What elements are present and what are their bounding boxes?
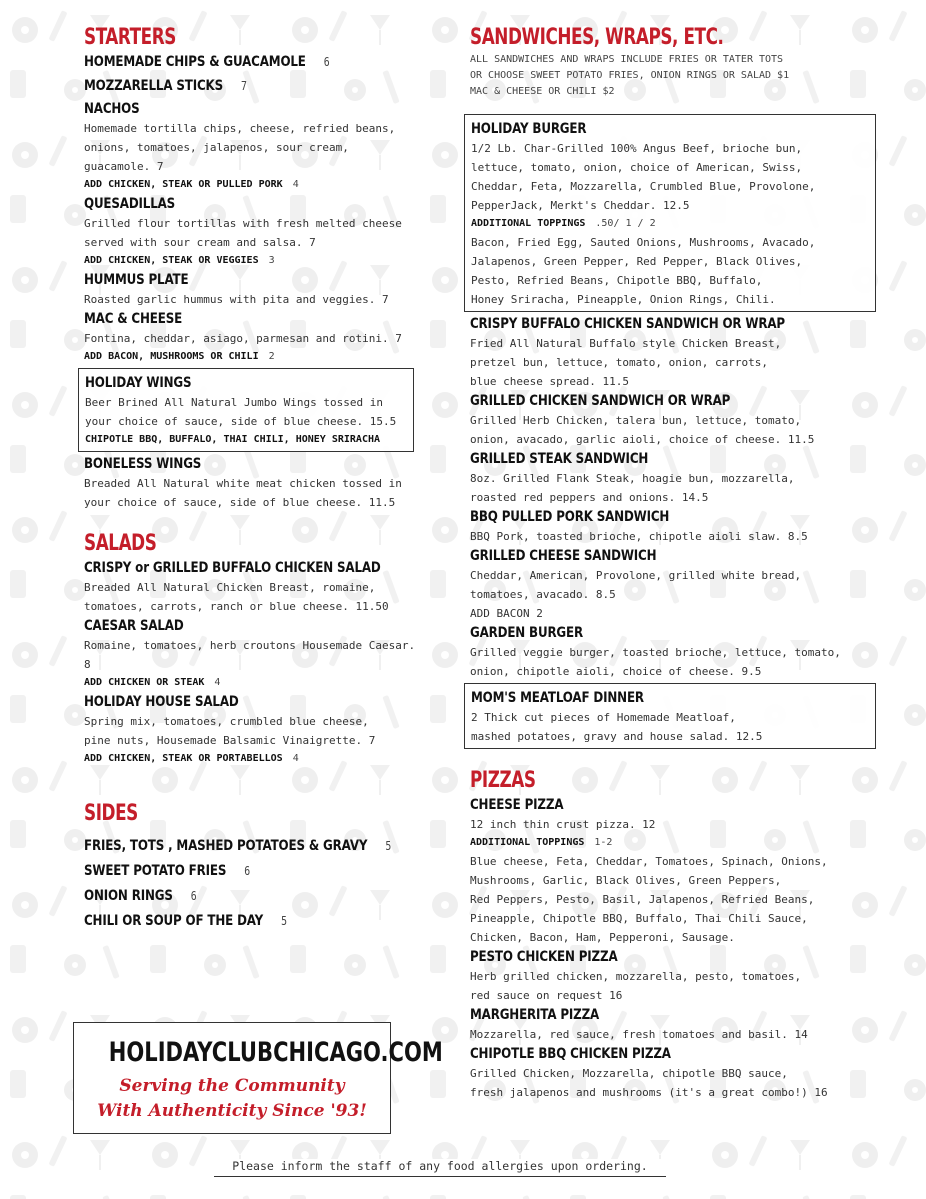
house-addon-label: ADD CHICKEN, STEAK OR PORTABELLOS <box>84 753 283 764</box>
house-salad-name: HOLIDAY HOUSE SALAD <box>84 694 239 710</box>
chips-name: HOMEMADE CHIPS & GUACAMOLE <box>84 54 306 70</box>
steak-desc: 8oz. Grilled Flank Steak, hoagie bun, mozzarella, roasted red peppers and onions. 14.5 <box>470 472 795 504</box>
mac-addon <box>84 348 424 366</box>
website-url[interactable]: HOLIDAYCLUBCHICAGO.COM <box>108 1037 443 1068</box>
sandwiches-note: ALL SANDWICHES AND WRAPS INCLUDE FRIES OR TATER TOTS OR CHOOSE SWEET POTATO FRIES, ONION RINGS OR SALAD $1 MAC & CHEESE OR CHILI $2 <box>470 54 790 97</box>
hummus-desc: Roasted garlic hummus with pita and veggies. 7 <box>84 293 389 306</box>
mozz-name: MOZZARELLA STICKS <box>84 78 223 94</box>
quesadillas-addon <box>84 252 424 270</box>
boneless-name: BONELESS WINGS <box>84 456 202 472</box>
burger-toppings-price: .50/ 1 / 2 <box>595 218 656 229</box>
sandwiches-heading: SANDWICHES, WRAPS, ETC. <box>470 25 724 50</box>
mac-name: MAC & CHEESE <box>84 311 183 327</box>
side-name: ONION RINGS <box>84 888 173 904</box>
mozz-item <box>84 76 363 96</box>
caesar-addon-label: ADD CHICKEN OR STEAK <box>84 677 205 688</box>
nachos-addon <box>84 176 424 194</box>
mac-addon-price: 2 <box>268 351 275 362</box>
caesar-name: CAESAR SALAD <box>84 618 184 634</box>
quesadillas-desc: Grilled flour tortillas with fresh melted cheese served with sour cream and salsa. 7 <box>84 217 402 249</box>
chipotle-pizza-name: CHIPOTLE BBQ CHICKEN PIZZA <box>470 1046 671 1062</box>
quesadillas-addon-label: ADD CHICKEN, STEAK OR VEGGIES <box>84 255 259 266</box>
garden-name: GARDEN BURGER <box>470 625 583 641</box>
cheese-pizza-name: CHEESE PIZZA <box>470 797 564 813</box>
nachos-name: NACHOS <box>84 101 140 117</box>
burger-name: HOLIDAY BURGER <box>471 121 587 137</box>
grilled-chicken-name: GRILLED CHICKEN SANDWICH OR WRAP <box>470 393 731 409</box>
grilled-chicken-desc: Grilled Herb Chicken, talera bun, lettuce, tomato, onion, avacado, garlic aioli, choice of cheese. 11.5 <box>470 414 815 446</box>
burger-box <box>464 114 876 312</box>
steak-name: GRILLED STEAK SANDWICH <box>470 451 649 467</box>
crispy-salad-name: CRISPY or GRILLED BUFFALO CHICKEN SALAD <box>84 560 381 576</box>
wings-name: HOLIDAY WINGS <box>85 375 192 391</box>
garden-desc: Grilled veggie burger, toasted brioche, lettuce, tomato, onion, chipotle aioli, choice of cheese. 9.5 <box>470 646 841 678</box>
nachos-addon-price: 4 <box>292 179 299 190</box>
right-column <box>470 24 860 1102</box>
wings-desc: Beer Brined All Natural Jumbo Wings tossed in your choice of sauce, side of blue cheese. 15.5 <box>85 396 397 428</box>
house-salad-desc: Spring mix, tomatoes, crumbled blue cheese, pine nuts, Housemade Balsamic Vinaigrette. 7 <box>84 715 376 747</box>
side-name: CHILI OR SOUP OF THE DAY <box>84 913 264 929</box>
side-name: FRIES, TOTS , MASHED POTATOES & GRAVY <box>84 838 368 854</box>
mac-addon-label: ADD BACON, MUSHROOMS OR CHILI <box>84 351 259 362</box>
chipotle-pizza-desc: Grilled Chicken, Mozzarella, chipotle BBQ sauce, fresh jalapenos and mushrooms (it's a great combo!) 16 <box>470 1067 828 1099</box>
chips-price: 6 <box>323 55 330 69</box>
promo-box <box>73 1022 443 1134</box>
pizza-toppings-label: ADDITIONAL TOPPINGS <box>470 837 585 848</box>
side-price: 5 <box>281 914 287 928</box>
grilled-cheese-name: GRILLED CHEESE SANDWICH <box>470 548 657 564</box>
pizza-toppings-price: 1-2 <box>594 837 613 848</box>
nachos-desc: Homemade tortilla chips, cheese, refried beans, onions, tomatoes, jalapenos, sour cream, guacamole. 7 <box>84 122 396 173</box>
wings-sauces: CHIPOTLE BBQ, BUFFALO, THAI CHILI, HONEY SRIRACHA <box>85 434 381 445</box>
side-item <box>84 859 363 884</box>
salads-heading: SALADS <box>84 531 157 556</box>
quesadillas-name: QUESADILLAS <box>84 196 176 212</box>
house-addon-price: 4 <box>292 753 299 764</box>
caesar-desc: Romaine, tomatoes, herb croutons Housemade Caesar. 8 <box>84 639 416 671</box>
pesto-pizza-desc: Herb grilled chicken, mozzarella, pesto, tomatoes, red sauce on request 16 <box>470 970 802 1002</box>
promo-tagline-1: Serving the Community <box>119 1076 345 1096</box>
caesar-addon <box>84 674 424 692</box>
grilled-cheese-desc: Cheddar, American, Provolone, grilled white bread, tomatoes, avacado. 8.5 ADD BACON 2 <box>470 569 802 620</box>
chips-item <box>84 52 363 72</box>
side-name: SWEET POTATO FRIES <box>84 863 227 879</box>
allergy-footer: Please inform the staff of any food allergies upon ordering. <box>214 1159 666 1177</box>
pesto-pizza-name: PESTO CHICKEN PIZZA <box>470 949 618 965</box>
side-item <box>84 834 392 859</box>
pizza-toppings-header <box>470 834 860 852</box>
left-column <box>84 24 424 934</box>
pork-name: BBQ PULLED PORK SANDWICH <box>470 509 670 525</box>
mozz-price: 7 <box>241 79 247 93</box>
house-addon <box>84 750 424 768</box>
hummus-name: HUMMUS PLATE <box>84 272 189 288</box>
burger-toppings-header <box>471 215 869 233</box>
side-price: 6 <box>244 864 251 878</box>
pizzas-heading: PIZZAS <box>470 768 536 793</box>
pizza-toppings: Blue cheese, Feta, Cheddar, Tomatoes, Spinach, Onions, Mushrooms, Garlic, Black Olives, Green Peppers, Red Peppers, Pesto, Basil, Jalapenos, Refried Beans, Pineapple, Chipotle BBQ, Buffalo, Thai Chili Sauce, Chicken, Bacon, Ham, Pepperoni, Sausage. <box>470 855 828 944</box>
starters-heading: STARTERS <box>84 25 176 50</box>
sides-heading: SIDES <box>84 801 138 826</box>
boneless-desc: Breaded All Natural white meat chicken tossed in your choice of sauce, side of blue cheese. 11.5 <box>84 477 402 509</box>
pork-desc: BBQ Pork, toasted brioche, chipotle aioli slaw. 8.5 <box>470 530 808 543</box>
burger-desc: 1/2 Lb. Char-Grilled 100% Angus Beef, brioche bun, lettuce, tomato, onion, choice of American, Swiss, Cheddar, Feta, Mozzarella, Crumbled Blue, Provolone, PepperJack, Merkt's Cheddar. 12.5 <box>471 142 816 212</box>
side-price: 5 <box>385 839 392 853</box>
meatloaf-box <box>464 683 876 749</box>
meatloaf-desc: 2 Thick cut pieces of Homemade Meatloaf, mashed potatoes, gravy and house salad. 12.5 <box>471 711 763 743</box>
promo-tagline-2: With Authenticity Since '93! <box>97 1101 367 1121</box>
buffalo-name: CRISPY BUFFALO CHICKEN SANDWICH OR WRAP <box>470 316 785 332</box>
wings-box <box>78 368 414 452</box>
side-price: 6 <box>190 889 197 903</box>
burger-toppings: Bacon, Fried Egg, Sauted Onions, Mushrooms, Avacado, Jalapenos, Green Pepper, Red Pepper, Black Olives, Pesto, Refried Beans, Chipotle BBQ, Buffalo, Honey Sriracha, Pineapple, Onion Rings, Chili. <box>471 236 816 306</box>
side-item <box>84 884 363 909</box>
nachos-addon-label: ADD CHICKEN, STEAK OR PULLED PORK <box>84 179 283 190</box>
caesar-addon-price: 4 <box>214 677 221 688</box>
buffalo-desc: Fried All Natural Buffalo style Chicken Breast, pretzel bun, lettuce, tomato, onion, carrots, blue cheese spread. 11.5 <box>470 337 782 388</box>
burger-toppings-label: ADDITIONAL TOPPINGS <box>471 218 586 229</box>
meatloaf-name: MOM'S MEATLOAF DINNER <box>471 690 644 706</box>
margherita-name: MARGHERITA PIZZA <box>470 1007 600 1023</box>
crispy-salad-desc: Breaded All Natural Chicken Breast, romaine, tomatoes, carrots, ranch or blue cheese. 11.50 <box>84 581 389 613</box>
quesadillas-addon-price: 3 <box>268 255 275 266</box>
mac-desc: Fontina, cheddar, asiago, parmesan and rotini. 7 <box>84 332 402 345</box>
margherita-desc: Mozzarella, red sauce, fresh tomatoes and basil. 14 <box>470 1028 808 1041</box>
side-item <box>84 909 363 934</box>
cheese-pizza-desc: 12 inch thin crust pizza. 12 <box>470 818 656 831</box>
